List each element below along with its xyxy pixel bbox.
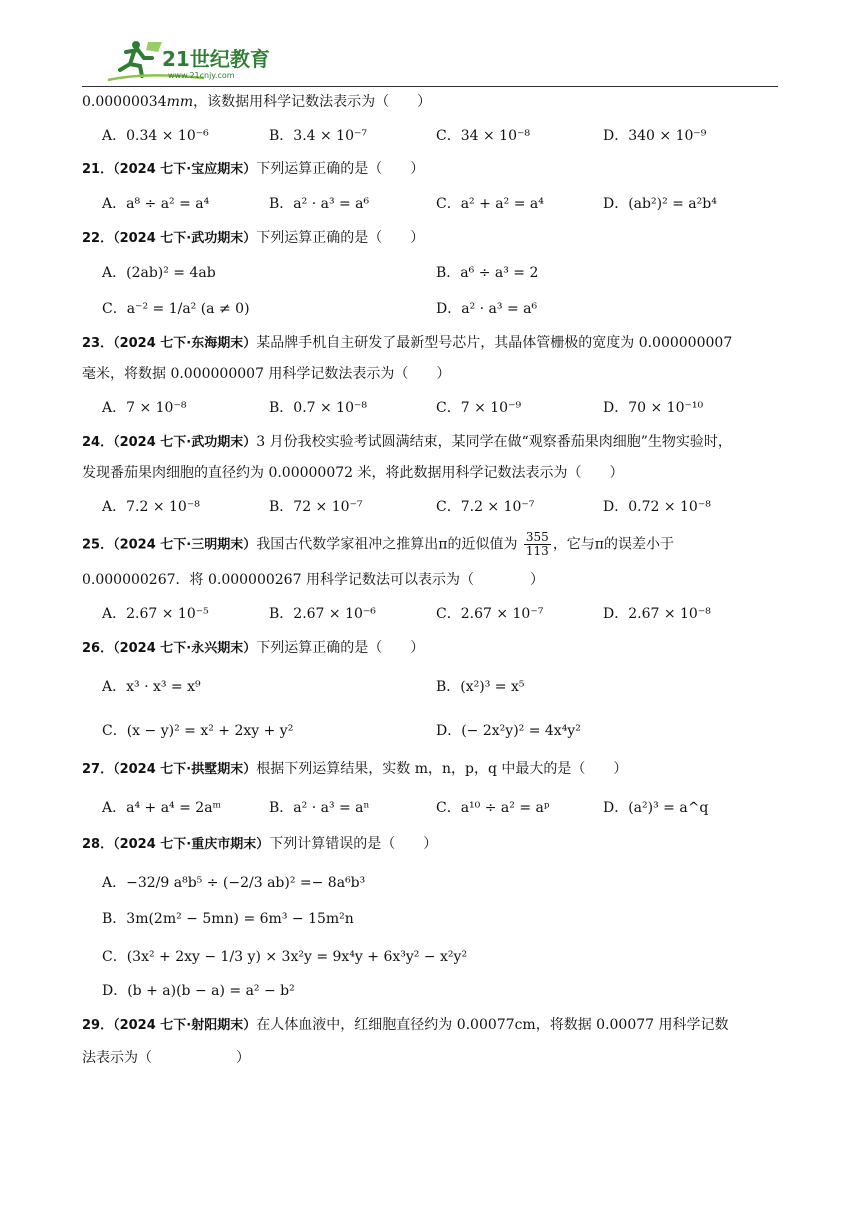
option-a: A．a⁸ ÷ a² = a⁴: [102, 196, 210, 212]
option-a: A．(2ab)² = 4ab: [102, 265, 216, 281]
option-b: B．2.67 × 10⁻⁶: [269, 606, 376, 622]
question-text-line2: 0.000000267．将 0.000000267 用科学记数法可以表示为（ ）: [82, 572, 544, 588]
question-stem: 下列计算错误的是（ ）: [269, 836, 438, 852]
question-source: （2024 七下·三明期末）: [113, 537, 257, 553]
option-d: D．0.72 × 10⁻⁸: [603, 499, 711, 515]
option-d: D．a² · a³ = a⁶: [436, 301, 538, 317]
option-d: D．(− 2x²y)² = 4x⁴y²: [436, 723, 581, 739]
option-b: B．72 × 10⁻⁷: [269, 499, 363, 515]
option-c: C．a² + a² = a⁴: [436, 196, 544, 212]
question-text: [82, 159, 778, 180]
question-number: 23．: [82, 336, 114, 351]
question-number: 26．: [82, 641, 114, 656]
option-a: A．a⁴ + a⁴ = 2aᵐ: [102, 800, 222, 816]
question-number: 29．: [82, 1018, 114, 1033]
options-row: [82, 299, 778, 319]
option-b: B．0.7 × 10⁻⁸: [269, 400, 367, 416]
question-source: （2024 七下·拱墅期末）: [113, 762, 257, 777]
option-d: D．(ab²)² = a²b⁴: [603, 196, 717, 212]
question-text: [82, 1015, 778, 1036]
question-23: [82, 333, 778, 418]
option-c: C．34 × 10⁻⁸: [436, 128, 530, 144]
question-source: （2024 七下·东海期末）: [113, 336, 257, 351]
question-29: [82, 1015, 778, 1068]
option-c: C．a⁻² = 1/a² (a ≠ 0): [102, 301, 250, 317]
option-a: A．0.34 × 10⁻⁶: [102, 128, 209, 144]
question-number: 21．: [82, 162, 114, 177]
question-list: [82, 92, 778, 1068]
options-row: [82, 398, 778, 418]
question-27: [82, 759, 778, 818]
question-stem: 下列运算正确的是（ ）: [256, 230, 425, 246]
question-text-line2: 毫米，将数据 0.000000007 用科学记数法表示为（ ）: [82, 366, 451, 382]
question-stem: 下列运算正确的是（ ）: [256, 161, 425, 177]
option-c: C．2.67 × 10⁻⁷: [436, 606, 544, 622]
question-stem: 我国古代数学家祖冲之推算出π的近似值为: [256, 536, 518, 553]
question-source: （2024 七下·武功期末）: [113, 435, 257, 450]
question-21: [82, 159, 778, 214]
option-b: B．a² · a³ = a⁶: [269, 196, 370, 212]
fraction-355-113: $\frac{355}{113}$: [525, 530, 549, 558]
question-25: [82, 531, 778, 624]
question-text: [82, 432, 778, 453]
option-a: A．7.2 × 10⁻⁸: [102, 499, 200, 515]
question-text: [82, 333, 778, 354]
question-source: （2024 七下·重庆市期末）: [113, 837, 270, 852]
question-source: （2024 七下·武功期末）: [113, 231, 257, 246]
option-b: B．a⁶ ÷ a³ = 2: [436, 265, 539, 281]
option-a: A．2.67 × 10⁻⁵: [102, 606, 209, 622]
option-d: D．(a²)³ = a^q: [603, 800, 709, 816]
options-row: [82, 798, 778, 818]
option-c: C．a¹⁰ ÷ a² = aᵖ: [436, 800, 550, 816]
option-b: B．3.4 × 10⁻⁷: [269, 128, 367, 144]
options-row: [82, 909, 778, 929]
question-text: [82, 228, 778, 249]
options-row: [82, 873, 778, 893]
question-number: 27．: [82, 762, 114, 777]
options-row: [82, 721, 778, 741]
option-d: D．(b + a)(b − a) = a² − b²: [102, 983, 295, 999]
option-d: D．2.67 × 10⁻⁸: [603, 606, 711, 622]
question-source: （2024 七下·射阳期末）: [113, 1018, 257, 1033]
options-row: [82, 194, 778, 214]
option-a: A．7 × 10⁻⁸: [102, 400, 187, 416]
option-c: C．(x − y)² = x² + 2xy + y²: [102, 723, 294, 739]
question-22: [82, 228, 778, 319]
question-24: [82, 432, 778, 517]
option-a: A．−32/9 a⁸b⁵ ÷ (−2/3 ab)² =− 8a⁶b³: [102, 875, 366, 891]
svg-text:www.21cnjy.com: www.21cnjy.com: [168, 71, 235, 80]
question-stem: 根据下列运算结果，实数 m，n，p，q 中最大的是（ ）: [256, 761, 628, 777]
question-text: [82, 759, 778, 780]
options-row: [82, 677, 778, 697]
question-source: （2024 七下·宝应期末）: [113, 162, 257, 177]
option-c: C．7.2 × 10⁻⁷: [436, 499, 535, 515]
option-d: D．340 × 10⁻⁹: [603, 128, 707, 144]
question-26: [82, 638, 778, 741]
question-text: [82, 834, 778, 855]
option-c: C．7 × 10⁻⁹: [436, 400, 522, 416]
option-a: A．x³ · x³ = x⁹: [102, 679, 201, 695]
logo-21cnjy: [104, 36, 284, 84]
question-stem-cont: ，它与π的误差小于: [552, 536, 675, 553]
option-d: D．70 × 10⁻¹⁰: [603, 400, 704, 416]
question-text: [82, 531, 778, 558]
page-header: [82, 36, 778, 88]
question-text-line2: 发现番茄果肉细胞的直径约为 0.00000072 米，将此数据用科学记数法表示为（ ）: [82, 465, 624, 481]
question-text: [82, 638, 778, 659]
question-source: （2024 七下·永兴期末）: [113, 641, 257, 656]
question-stem: 3 月份我校实验考试圆满结束，某同学在做“观察番茄果肉细胞”生物实验时，: [256, 434, 732, 450]
options-row: [82, 497, 778, 517]
question-number: 25．: [82, 537, 114, 553]
options-row: [82, 981, 778, 1001]
question-stem: 下列运算正确的是（ ）: [256, 640, 425, 656]
question-text: 0.00000034𝑚𝑚，该数据用科学记数法表示为（ ）: [82, 94, 432, 110]
question-stem: 在人体血液中，红细胞直径约为 0.00077cm，将数据 0.00077 用科学记数: [256, 1017, 729, 1033]
question-number: 28．: [82, 837, 114, 852]
svg-text:21世纪教育: 21世纪教育: [162, 47, 270, 71]
options-row: [82, 126, 778, 146]
option-b: B．(x²)³ = x⁵: [436, 679, 525, 695]
question-28: [82, 834, 778, 1001]
question-number: 24．: [82, 435, 114, 450]
question-number: 22．: [82, 231, 114, 246]
options-row: [82, 263, 778, 283]
option-c: C．(3x² + 2xy − 1/3 y) × 3x²y = 9x⁴y + 6x³y² − x²y²: [102, 949, 468, 965]
option-b: B．a² · a³ = aⁿ: [269, 800, 370, 816]
option-b: B．3m(2m² − 5mn) = 6m³ − 15m²n: [102, 911, 354, 927]
question-text-line2: 法表示为（ ）: [82, 1050, 250, 1066]
options-row: [82, 947, 778, 967]
question-stem: 某品牌手机自主研发了最新型号芯片，其晶体管栅极的宽度为 0.000000007: [256, 335, 733, 351]
question-20: [82, 92, 778, 146]
options-row: [82, 604, 778, 624]
header-divider: [82, 86, 778, 87]
